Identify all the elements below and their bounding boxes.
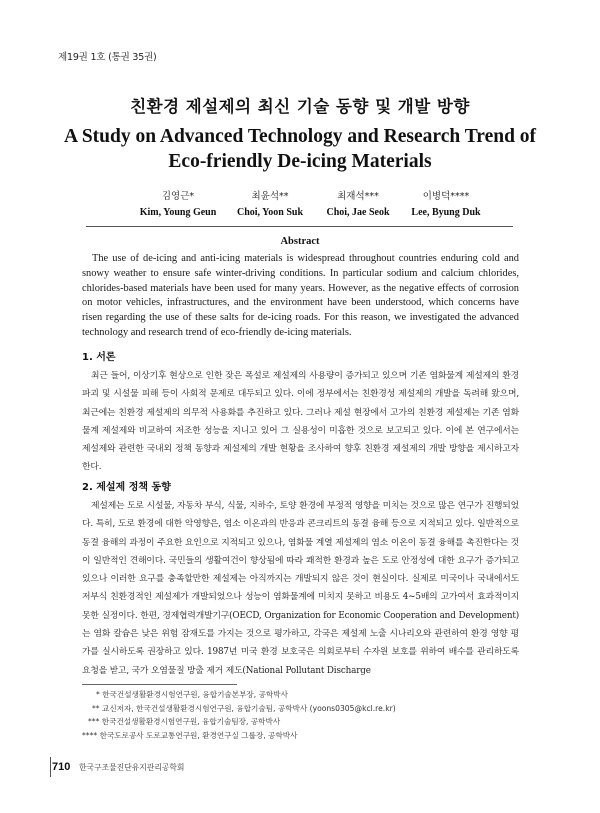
author-4 — [391, 188, 501, 218]
section-text-policy: 제설제는 도로 시설물, 자동차 부식, 식물, 지하수, 토양 환경에 부정적 영향을 미치는 것으로 많은 연구가 진행되었다. 특히, 도로 환경에 대한 악영향은, 염소 이온과의 반응과 콘크리트의 동결 융해 등으로 지적되고 있다. 일반적으로 동결 융해의 과정이 주요한 요인으로 지적되고 있으나, 염화물 계열 제설제의 염소 이온이 동결 융해를 촉진한다는 것이 일반적인 견해이다. 국민들의 생활여건이 향상됨에 따라 쾌적한 환경과 높은 도로 안정성에 대한 요구가 증가되고 있으나 이러한 요구를 충족할만한 제설제는 아직까지는 개발되지 않은 것이 현실이다. 실제로 미국이나 국내에서도 저부식 친환경적인 제설제가 개발되었으나 성능이 염화물계에 미치지 못하고 비용도 4~5배의 고가여서 효과적이지 못한 실정이다. 한편, 경제협력개발기구(OECD, Organization for Economic Cooperation and Development)는 염화 칼슘은 낮은 위험 잠재도를 가지는 것으로 평가하고, 각국은 제설제 노출 시나리오와 관련하여 환경 영향 평가를 실시하도록 권장하고 있다. 1987년 미국 환경 보호국은 의회로부터 수자원 보호를 위하여 배수를 관리하도록 요청을 받고, 국가 오염물질 방출 제거 제도(National Pollutant Discharge — [82, 501, 519, 676]
author-name-korean: 최재석*** — [337, 191, 379, 202]
author-name-korean: 김영근* — [161, 191, 195, 202]
author-name-korean: 이병덕**** — [422, 191, 470, 202]
footnote-divider — [82, 684, 237, 685]
volume-header: 제19권 1호 (통권 35권) — [58, 52, 157, 63]
author-name-english: Kim, Young Geun — [139, 207, 217, 218]
footnote-item: ** 교신저자, 한국건설생활환경시험연구원, 융합기술팀, 공학박사 (yoons0305@kcl.re.kr) — [92, 703, 396, 713]
section-heading-introduction: 1. 서론 — [82, 352, 116, 363]
author-name-english: Choi, Jae Seok — [326, 207, 390, 218]
author-name-english: Lee, Byung Duk — [411, 207, 481, 218]
title-english — [60, 124, 540, 174]
author-divider — [86, 226, 513, 227]
page-number-bar — [50, 757, 51, 777]
footnote-list — [82, 688, 522, 742]
abstract-text: The use of de-icing and anti-icing materials is widespread throughout countries enduring cold and snowy weather to ensure safe winter-driving conditions. In particular sodium and calcium chlorides, chlorides-based materials have been used for many years. However, as the negative effects of corrosion on motor vehicles, infrastructures, and the environment have been understood, which concerns have risen regarding the use of these salts for de-icing roads. For this reason, we investigated the advanced technology and research trend of eco-friendly de-icing materials. — [82, 253, 519, 338]
title-english-line1: A Study on Advanced Technology and Research Trend of — [63, 126, 537, 147]
page-number: 710 — [52, 761, 71, 773]
footnote-item: * 한국건설생활환경시험연구원, 융합기술본부장, 공학박사 — [96, 690, 288, 699]
author-name-korean: 최윤석** — [251, 191, 289, 202]
author-name-english: Choi, Yoon Suk — [236, 207, 304, 218]
title-korean: 친환경 제설제의 최신 기술 동향 및 개발 방향 — [130, 97, 470, 116]
abstract-heading: Abstract — [280, 236, 320, 247]
footnote-item: **** 한국도로공사 도로교통연구원, 환경연구실 그룹장, 공학박사 — [82, 730, 298, 740]
section-text-introduction: 최근 들어, 이상기후 현상으로 인한 잦은 폭설로 제설제의 사용량이 증가되고 있으며 기존 염화물계 제설제의 환경 파괴 및 시설물 피해 등이 사회적 문제로 대두되고 있다. 이에 정부에서는 친환경성 제설제의 개발을 독려해 왔으며, 최근에는 친환경 제설제의 의무적 사용화를 추진하고 있다. 그러나 제설 현장에서 고가의 친환경 제설제는 기존 염화물계 제설제와 비교하여 저조한 성능을 지니고 있어 그 실용성이 미흡한 것으로 보고되고 있다. 이에 본 연구에서는 제설제와 관련한 국내외 정책 동향과 제설제의 개발 현황을 조사하여 향후 친환경 제설제의 개발 방향을 제시하고자 한다. — [82, 371, 519, 473]
author-list — [0, 188, 600, 228]
title-english-line2: Eco-friendly De-icing Materials — [168, 151, 432, 172]
section-heading-policy: 2. 제설제 정책 동향 — [82, 482, 171, 493]
footnote-item: *** 한국건설생활환경시험연구원, 융합기술팀장, 공학박사 — [88, 717, 281, 726]
journal-name: 한국구조물진단유지관리공학회 — [79, 763, 185, 772]
